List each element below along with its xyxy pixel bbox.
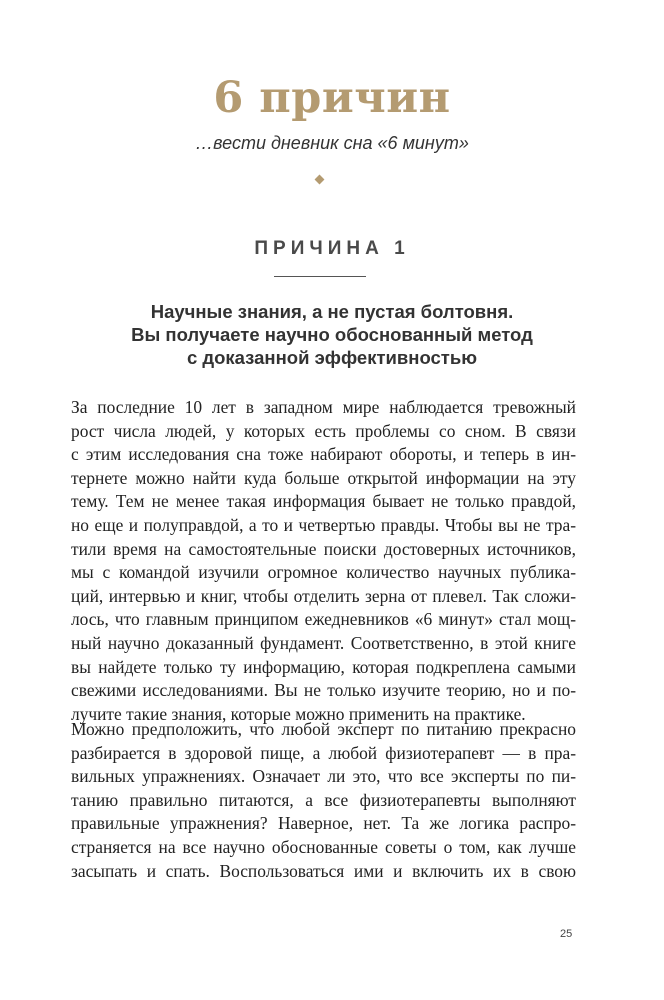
reason-lead xyxy=(100,300,564,369)
text-line: ный научно доказанный фундамент. Соответственно, в этой книге xyxy=(71,632,576,653)
text-line: разбирается в здоровой пище, а любой физиотерапевт — в пра- xyxy=(71,742,576,763)
text-line: страняется на все научно обоснованные советы о том, как лучше xyxy=(71,836,576,857)
text-line: лучите такие знания, которые можно применить на практике. xyxy=(71,703,526,724)
text-line: с этим исследования сна тоже набирают обороты, и теперь в ин- xyxy=(71,444,576,465)
text-line: ций, интервью и книг, чтобы отделить зерна от плевел. Так сложи- xyxy=(71,585,576,606)
heading-divider xyxy=(274,276,366,277)
text-line: вильных упражнениях. Означает ли это, что все эксперты по пи- xyxy=(71,766,576,787)
reason-lead-line: с доказанной эффективностью xyxy=(186,347,478,368)
text-line: рост числа людей, у которых есть проблемы со сном. В связи xyxy=(71,420,576,441)
reason-heading: ПРИЧИНА 1 xyxy=(254,238,410,259)
text-line: правильные упражнения? Наверное, нет. Та же логика распро- xyxy=(71,813,576,834)
text-line: засыпать и спать. Воспользоваться ими и включить их в свою xyxy=(71,860,576,881)
chapter-subtitle: …вести дневник сна «6 минут» xyxy=(195,133,469,153)
text-line: мы с командой изучили огромное количество научных публика- xyxy=(71,562,576,583)
chapter-title: 6 причин xyxy=(213,73,451,123)
text-line: но еще и полуправдой, а то и четвертью правды. Чтобы вы не тра- xyxy=(71,514,576,535)
text-line: Можно предположить, что любой эксперт по питанию прекрасно xyxy=(71,719,576,739)
body-paragraph xyxy=(71,718,576,883)
reason-lead-line: Вы получаете научно обоснованный метод xyxy=(131,324,533,345)
text-line: тему. Тем не менее такая информация бывает не только правдой, xyxy=(71,491,576,512)
text-line: тили время на самостоятельные поиски достоверных источников, xyxy=(71,538,576,559)
reason-lead-line: Научные знания, а не пустая болтовня. xyxy=(150,301,514,322)
diamond-ornament-icon xyxy=(315,175,325,185)
text-line: вы найдете только ту информацию, которая подкреплена самыми xyxy=(71,656,576,677)
body-paragraph xyxy=(71,396,576,726)
page-number: 25 xyxy=(560,928,573,940)
text-line: свежими исследованиями. Вы не только изучите теорию, но и по- xyxy=(71,680,576,701)
text-line: лось, что главным принципом ежедневников «6 минут» стал мощ- xyxy=(71,609,576,630)
text-line: тернете можно найти куда больше открытой информации на эту xyxy=(71,467,576,488)
text-line: За последние 10 лет в западном мире наблюдается тревожный xyxy=(71,397,576,417)
text-line: танию правильно питаются, а все физиотерапевты выполняют xyxy=(71,789,576,810)
